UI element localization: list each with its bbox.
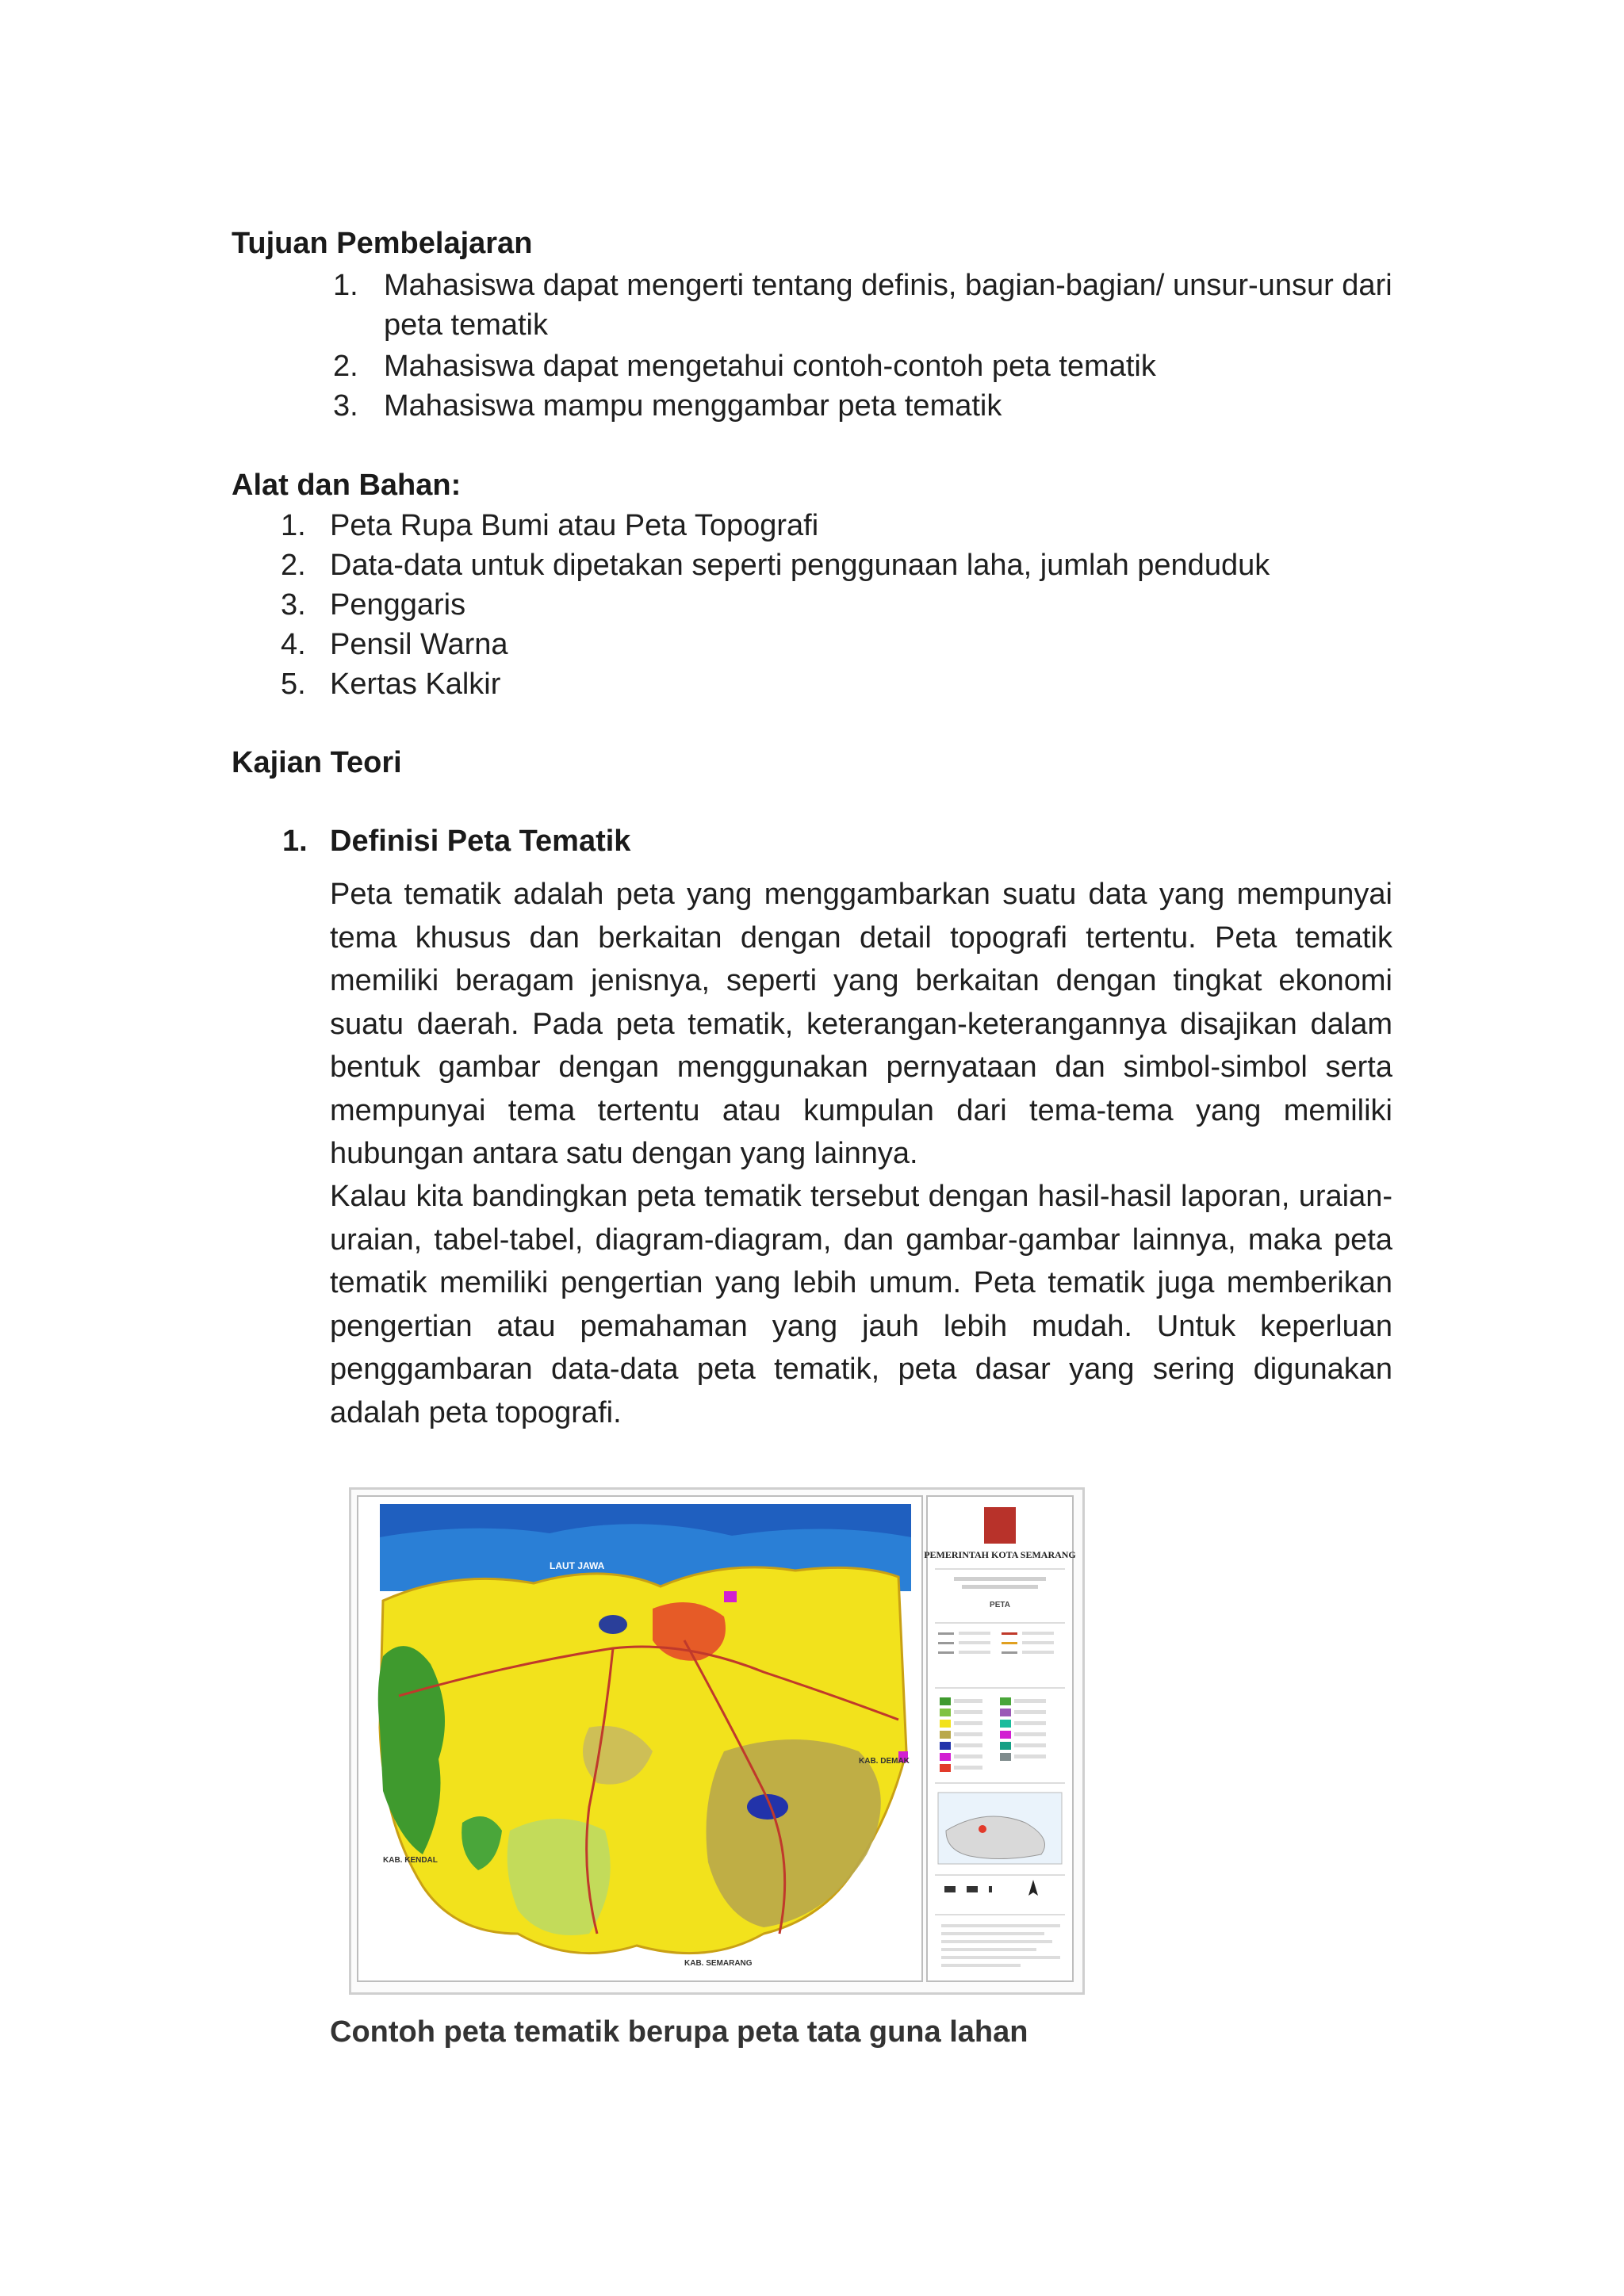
- map-label-west: KAB. KENDAL: [383, 1856, 438, 1865]
- urban-core-area: [653, 1602, 726, 1661]
- heading-alat: Alat dan Bahan:: [232, 469, 462, 502]
- list-number: 5.: [281, 668, 306, 701]
- list-item: [281, 506, 1391, 545]
- legend-text-line: [962, 1585, 1038, 1589]
- paragraph: Kalau kita bandingkan peta tematik tersebut dengan hasil-hasil laporan, uraian-uraian, tabel-tabel, diagram-diagram, dan gambar-gambar lainnya, maka peta tematik memiliki pengertian yang lebih umum. Peta tematik juga memberikan pengertian atau pemahaman yang jauh lebih mudah. Untuk keperluan penggambaran data-data peta tematik, peta dasar yang sering digunakan adalah peta topografi.: [330, 1180, 1392, 1429]
- list-text: Pensil Warna: [330, 628, 508, 661]
- paragraph: Peta tematik adalah peta yang menggambarkan suatu data yang mempunyai tema khusus dan berkaitan dengan detail topografi tertentu. Peta tematik memiliki beragam jenisnya, seperti yang berkaitan dengan tingkat ekonomi suatu daerah. Pada peta tematik, keterangan-keterangannya disajikan dalam bentuk gambar dengan menggunakan pernyataan dan simbol-simbol serta mempunyai tema tertentu atau kumpulan dari tema-tema yang memiliki hubungan antara satu dengan yang lainnya.: [330, 878, 1392, 1170]
- list-number: 2.: [281, 549, 306, 582]
- subheading-number: 1.: [282, 825, 308, 858]
- list-text: Peta Rupa Bumi atau Peta Topografi: [330, 509, 819, 542]
- list-text: Kertas Kalkir: [330, 668, 501, 701]
- list-number: 3.: [281, 588, 306, 622]
- list-number: 3.: [333, 389, 358, 423]
- list-number: 1.: [281, 509, 306, 542]
- list-item: [281, 585, 1391, 625]
- list-item: [281, 664, 1391, 704]
- list-number: 4.: [281, 628, 306, 661]
- list-item: [281, 625, 1391, 664]
- list-item: [333, 386, 1396, 426]
- legend-text-line: [954, 1577, 1046, 1581]
- heading-tujuan: Tujuan Pembelajaran: [232, 227, 533, 260]
- list-text: Penggaris: [330, 588, 466, 622]
- list-number: 2.: [333, 350, 358, 383]
- list-item: [281, 545, 1391, 585]
- map-graphic: [351, 1490, 1078, 1988]
- map-label-sea: LAUT JAWA: [550, 1560, 605, 1571]
- list-text: Data-data untuk dipetakan seperti penggunaan laha, jumlah penduduk: [330, 549, 1270, 582]
- list-text: peta tematik: [384, 308, 548, 342]
- map-label-south: KAB. SEMARANG: [684, 1959, 753, 1968]
- city-emblem-icon: [984, 1507, 1016, 1544]
- inset-location-marker: [979, 1825, 986, 1833]
- list-text: Mahasiswa mampu menggambar peta tematik: [384, 389, 1002, 423]
- list-item: [333, 266, 1396, 345]
- list-text: Mahasiswa dapat mengerti tentang definis, bagian-bagian/ unsur-unsur dari: [384, 269, 1392, 302]
- list-item: [333, 346, 1396, 386]
- map-label-east: KAB. DEMAK: [859, 1757, 910, 1766]
- legend-title: PEMERINTAH KOTA SEMARANG: [924, 1549, 1076, 1560]
- lake-area: [599, 1615, 627, 1634]
- figure-caption: Contoh peta tematik berupa peta tata guna lahan: [330, 2015, 1028, 2049]
- list-text: Mahasiswa dapat mengetahui contoh-contoh peta tematik: [384, 350, 1156, 383]
- land-use-map-figure: [349, 1487, 1085, 1995]
- legend-subtitle: PETA: [990, 1601, 1010, 1609]
- heading-kajian: Kajian Teori: [232, 746, 402, 779]
- subheading-definisi: Definisi Peta Tematik: [330, 825, 631, 858]
- list-number: 1.: [333, 269, 358, 302]
- magenta-spot: [724, 1591, 737, 1602]
